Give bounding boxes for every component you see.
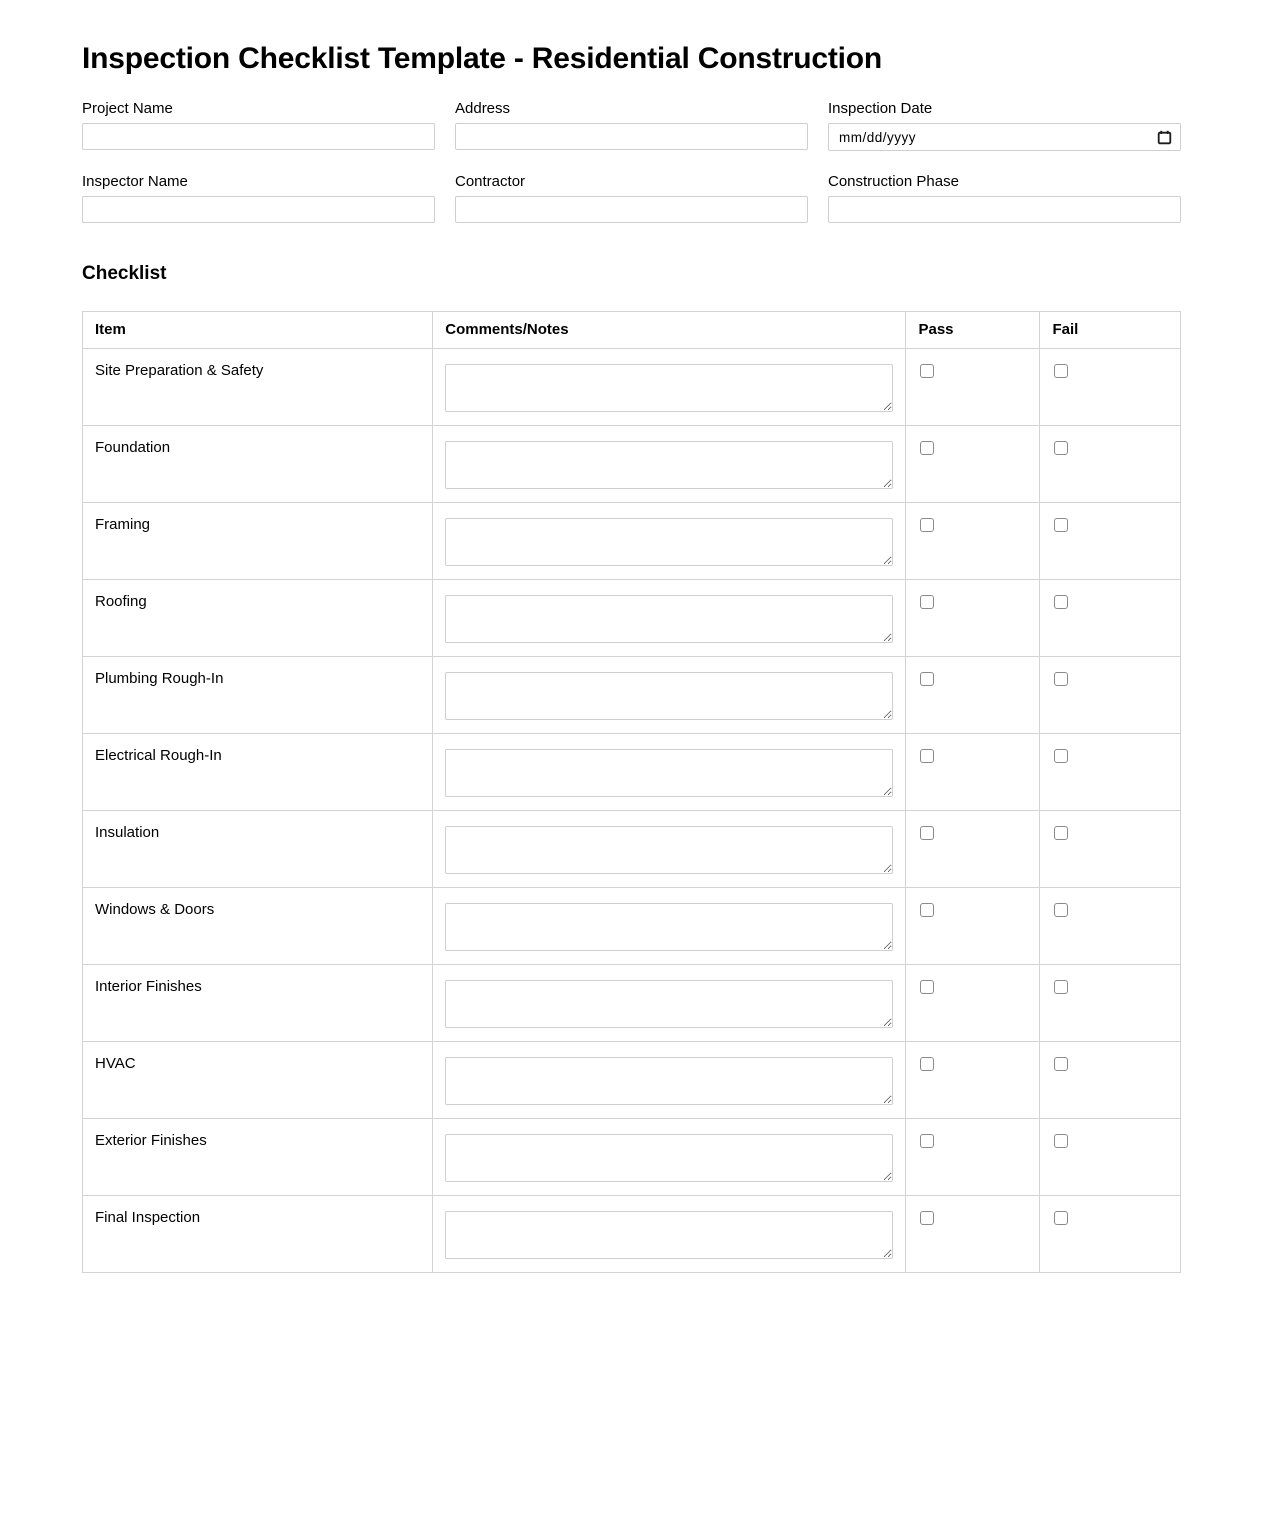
fail-checkbox[interactable] [1054,903,1068,917]
page-title: Inspection Checklist Template - Residential Construction [82,42,883,75]
pass-checkbox[interactable] [920,826,934,840]
comments-input[interactable] [445,1134,893,1182]
fail-checkbox[interactable] [1054,1211,1068,1225]
page [82,0,1181,1273]
inspector-name-input[interactable] [82,196,435,223]
field-address [455,100,808,151]
project-info-form [82,100,1181,223]
comments-input[interactable] [445,826,893,874]
fail-checkbox[interactable] [1054,980,1068,994]
table-header-row [83,312,1181,349]
table-row [83,426,1181,503]
project-name-input[interactable] [82,123,435,150]
fail-checkbox[interactable] [1054,672,1068,686]
item-label: Electrical Rough-In [83,734,433,811]
pass-checkbox[interactable] [920,1211,934,1225]
pass-checkbox[interactable] [920,1134,934,1148]
construction-phase-input[interactable] [828,196,1181,223]
checklist-heading: Checklist [82,263,167,284]
date-placeholder: mm/dd/yyyy [839,129,917,145]
table-row [83,888,1181,965]
pass-checkbox[interactable] [920,595,934,609]
item-label: Windows & Doors [83,888,433,965]
pass-checkbox[interactable] [920,749,934,763]
fail-checkbox[interactable] [1054,749,1068,763]
pass-checkbox[interactable] [920,672,934,686]
item-label: Foundation [83,426,433,503]
field-contractor [455,173,808,223]
column-header-fail: Fail [1040,312,1181,349]
address-input[interactable] [455,123,808,150]
item-label: Framing [83,503,433,580]
table-row [83,1196,1181,1273]
table-row [83,580,1181,657]
item-label: Final Inspection [83,1196,433,1273]
construction-phase-label: Construction Phase [828,173,959,190]
item-label: Interior Finishes [83,965,433,1042]
fail-checkbox[interactable] [1054,595,1068,609]
pass-checkbox[interactable] [920,441,934,455]
comments-input[interactable] [445,364,893,412]
item-label: Site Preparation & Safety [83,349,433,426]
pass-checkbox[interactable] [920,903,934,917]
table-row [83,1042,1181,1119]
fail-checkbox[interactable] [1054,441,1068,455]
table-row [83,734,1181,811]
fail-checkbox[interactable] [1054,826,1068,840]
comments-input[interactable] [445,749,893,797]
pass-checkbox[interactable] [920,980,934,994]
comments-input[interactable] [445,903,893,951]
comments-input[interactable] [445,1211,893,1259]
table-row [83,1119,1181,1196]
fail-checkbox[interactable] [1054,364,1068,378]
project-name-label: Project Name [82,100,173,117]
field-construction-phase [828,173,1181,223]
field-inspector-name [82,173,435,223]
fail-checkbox[interactable] [1054,1134,1068,1148]
comments-input[interactable] [445,672,893,720]
address-label: Address [455,100,511,117]
comments-input[interactable] [445,441,893,489]
comments-input[interactable] [445,1057,893,1105]
table-row [83,965,1181,1042]
item-label: Insulation [83,811,433,888]
column-header-comments: Comments/Notes [433,312,906,349]
fail-checkbox[interactable] [1054,1057,1068,1071]
table-row [83,503,1181,580]
inspection-date-input[interactable] [828,123,1181,151]
contractor-input[interactable] [455,196,808,223]
pass-checkbox[interactable] [920,518,934,532]
item-label: HVAC [83,1042,433,1119]
contractor-label: Contractor [455,173,526,190]
column-header-item: Item [83,312,433,349]
table-row [83,811,1181,888]
inspection-date-label: Inspection Date [828,100,933,117]
comments-input[interactable] [445,980,893,1028]
comments-input[interactable] [445,595,893,643]
inspector-name-label: Inspector Name [82,173,188,190]
item-label: Plumbing Rough-In [83,657,433,734]
table-row [83,657,1181,734]
pass-checkbox[interactable] [920,364,934,378]
column-header-pass: Pass [906,312,1040,349]
item-label: Roofing [83,580,433,657]
table-row [83,349,1181,426]
calendar-icon[interactable] [1157,130,1172,145]
fail-checkbox[interactable] [1054,518,1068,532]
pass-checkbox[interactable] [920,1057,934,1071]
field-inspection-date [828,100,1181,151]
field-project-name [82,100,435,151]
comments-input[interactable] [445,518,893,566]
checklist-table [82,311,1181,1273]
item-label: Exterior Finishes [83,1119,433,1196]
